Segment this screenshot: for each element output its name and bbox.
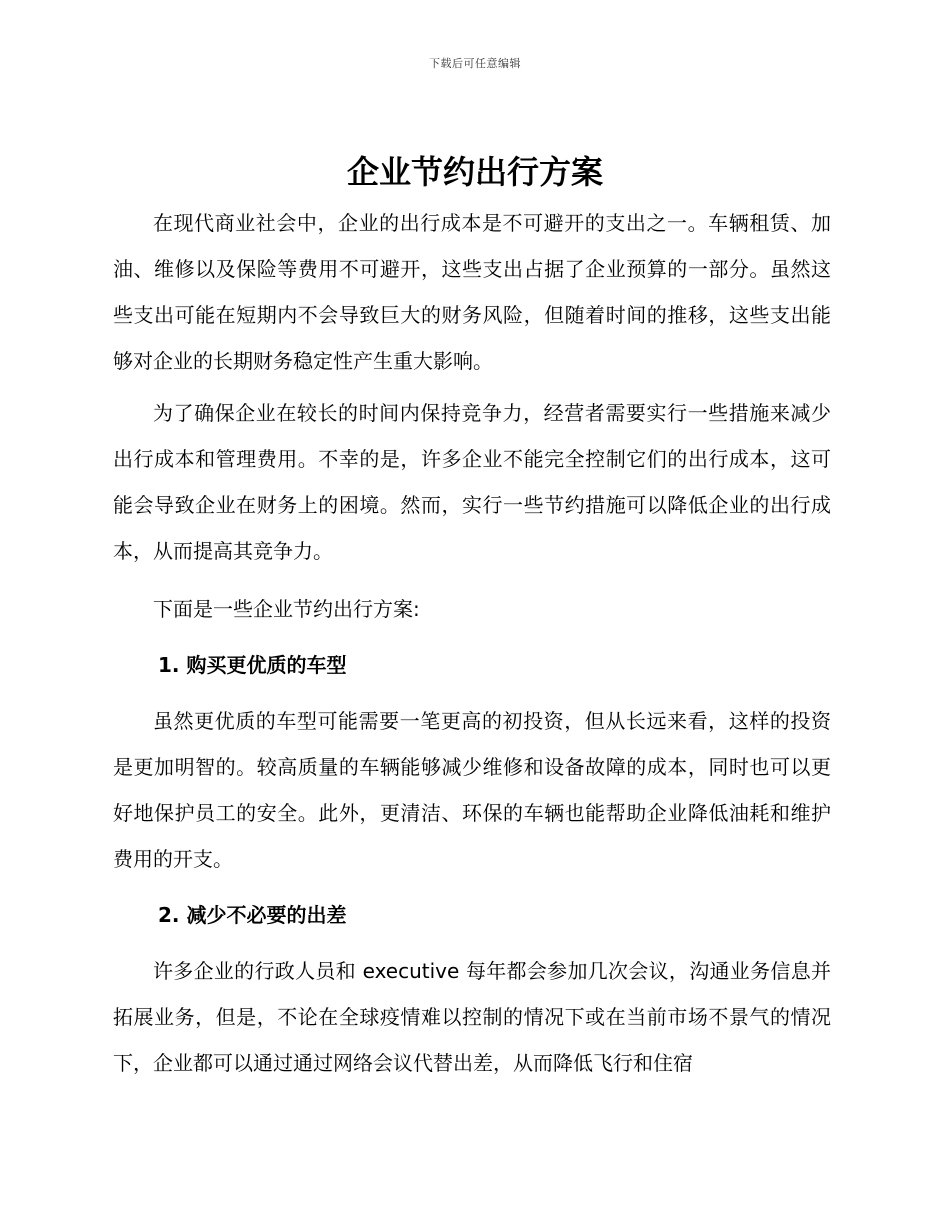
document-title: 企业节约出行方案: [346, 153, 603, 191]
document-body: [113, 200, 831, 1086]
section-body-1: 虽然更优质的车型可能需要一笔更高的初投资，但从长远来看，这样的投资是更加明智的。较高质量的车辆能够减少维修和设备故障的成本，同时也可以更好地保护员工的安全。此外，更清洁、环保的车辆也能帮助企业降低油耗和维护费用的开支。: [113, 709, 831, 871]
paragraph-intro-3: 下面是一些企业节约出行方案:: [153, 597, 420, 621]
section-body-2: 许多企业的行政人员和 executive 每年都会参加几次会议，沟通业务信息并拓展业务，但是，不论在全球疫情难以控制的情况下或在当前市场不景气的情况下，企业都可以通过通过网络会议代替出差，从而降低飞行和住宿: [113, 959, 831, 1075]
section-heading-1: 1. 购买更优质的车型: [158, 653, 347, 677]
paragraph-intro-2: 为了确保企业在较长的时间内保持竞争力，经营者需要实行一些措施来减少出行成本和管理费用。不幸的是，许多企业不能完全控制它们的出行成本，这可能会导致企业在财务上的困境。然而，实行一些节约措施可以降低企业的出行成本，从而提高其竞争力。: [113, 401, 831, 563]
header-note: 下载后可任意编辑: [429, 57, 521, 70]
paragraph-intro-1: 在现代商业社会中，企业的出行成本是不可避开的支出之一。车辆租赁、加油、维修以及保险等费用不可避开，这些支出占据了企业预算的一部分。虽然这些支出可能在短期内不会导致巨大的财务风险，但随着时间的推移，这些支出能够对企业的长期财务稳定性产生重大影响。: [113, 211, 831, 373]
section-heading-2: 2. 减少不必要的出差: [158, 903, 347, 927]
